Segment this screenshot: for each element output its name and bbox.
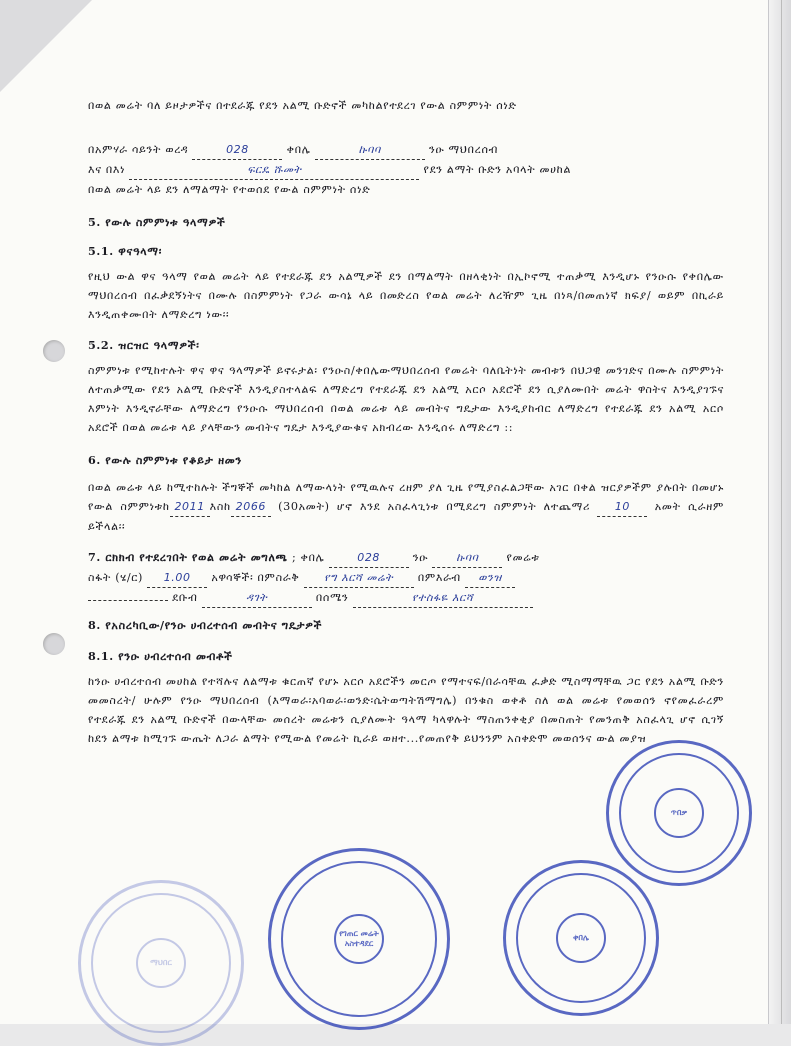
section-5-1-heading: 5.1. ዋናዓላማ፡ <box>88 244 162 258</box>
punch-hole-top <box>43 340 65 362</box>
section-8-1-text: ከንዑ ሀብረተሰብ መሀከል የተሻሉና ለልማቱ ቁርጠኛ የሆኑ አርሶ አደሮችን መርጦ የማተናፍ/በራሳቸዉ ፈቃድ ሚስማማቸዉ ጋር የደን አልሚ ቡድን መመስረት/ ሁሉም የንዑ ማህበረሰብ (እማወራ፡አባወራ፡ወንድ፡ሴትወጣትሽማግሌ) በንቁስ ወቀቶ ስለ ወል መሬቱ የመወሰን ኖየመፈራረም የተደራጁ ደን አልሚ ቡድኖች በውላቸው መሰረት መሬቱን ሲያለሙት ዓላማ ካላዋሉት ማስጠንቀቂያ በመስጠት የመንጠቅ አስፈላጊ ሆኖ ሲገኝ ከደን ልማቱ ከሚገኙ ውጤት ለጋራ ልማት የሚውል የመሬት ኪራይ ወዘተ...የመጠየቅ ይህንንም አስቀድሞ መወሰንና ውል መያዝ <box>88 675 724 745</box>
year-to-field: 2066 <box>231 497 271 517</box>
extra-years-field: 10 <box>597 497 647 517</box>
parties-line-1: በአምሃራ ሳይንት ወረዳ 028 ቀበሌ ኩባባ ንዑ ማህበረሰብ <box>88 140 724 160</box>
kebele-round-seal: ቀበሌ <box>503 860 659 1016</box>
section-7-heading: 7. ርክክብ የተደረገበት የወል መሬት መግለጫ <box>88 550 288 564</box>
section-6-text: በወል መሬቱ ላይ ከሚተከሉት ችግኞች መካከል ለማውላነት የሚዉሉና ረዘም ያለ ጊዜ የሚያስፈልጋቸው አገር በቀል ዝርያዎችም ያሉበት በመሆኑ የውል ስምምነቱከ 2011 እስከ 2066 (30አመት) ሆኖ እንደ አስፈላጊነቱ በሚደረግ ስምምነት ለተጨማሪ 10 አመት ሲራዘም ይችላል፡፡ <box>88 481 725 533</box>
parties-line-2: እና በእነ ፍርዴ ሹመት የደን ልማት ቡድን አባላት መሀከል <box>88 160 724 180</box>
document-body <box>88 96 724 748</box>
faint-round-seal: ማህበር <box>78 880 244 1046</box>
north-boundary-field: የተስፋዬ እርሻ <box>353 588 533 608</box>
land-sub-field: ኩባባ <box>432 548 502 568</box>
land-kebele-field: 028 <box>329 548 409 568</box>
section-8-1-heading: 8.1. የንዑ ሀብረተሰብ መብቶች <box>88 649 233 663</box>
section-7-line-1: 7. ርክክብ የተደረገበት የወል መሬት መግለጫ ; ቀበሌ 028 ንዑ ኩባባ የመሬቱ <box>88 548 724 568</box>
land-office-round-seal: የገጠር መሬት አስተዳደር <box>268 848 450 1030</box>
folded-corner <box>0 0 92 92</box>
section-8-heading: 8. የአስረካቢው/የንዑ ሀብረተሰብ መብትና ግዴታዎች <box>88 618 323 632</box>
woreda-code-field: 028 <box>192 140 282 160</box>
document-title: በወል መሬት ባለ ይዞታዎችና በተደራጁ የደን አልሚ ቡድኖች መካከልየተደረገ የውል ስምምነት ሰነድ <box>88 99 517 112</box>
section-5-heading: 5. የውሉ ስምምነቱ ዓላማዎች <box>88 215 226 229</box>
south-boundary-field: ዳገት <box>202 588 312 608</box>
punch-hole-bottom <box>43 633 65 655</box>
section-5-1-text: የዚህ ውል ዋና ዓላማ የወል መሬት ላይ የተደራጁ ደን አልሚዎች ደን በማልማት በዘላቂነት በኢኮኖሚ ተጠቃሚ እንዲሆኑ የንዑሱ የቀበሌው ማህበረሰብ በፈቃደኝነትና በሙሉ በስምምነት የጋራ ውሳኔ ላይ በመድረስ የወል መሬት ለረዥም ጊዜ በነጻ/በመጠነኛ ክፍያ/ ወይም በኪራይ እንዲጠቀሙበት ለማድረግ ነው፡፡ <box>88 270 724 321</box>
community-round-seal: ጥበቃ <box>606 740 752 886</box>
parties-line-3: በወል መሬት ላይ ደን ለማልማት የተወሰደ የውል ስምምነት ሰነድ <box>88 183 371 196</box>
east-boundary-field: የግ እርሻ መሬት <box>304 568 414 588</box>
kebele-field: ኩባባ <box>315 140 425 160</box>
section-7-line-2: ስፋት (ሄ/ር) 1.00 አዋሳኞች፡ በምስራቅ የግ እርሻ መሬት በምእራብ ወንዝ <box>88 568 724 588</box>
page-stack-edge <box>768 0 791 1024</box>
section-5-2-text: ስምምነቱ የሚከተሉት ዋና ዋና ዓላማዎች ይኖሩታል፡ የንዑስ/ቀበሌውማህበረሰብ የመሬት ባለቤትነት መብቱን በህጋዊ መንገድና በሙሉ ስምምነት ለተጠቃሚው የደን አልሚ ቡድኖች እንዲያስተላልፍ ለማድረግ የተደራጁ ደን አልሚ አርሶ አደሮች ደን ሲያለሙበት መሬት ዋስትና እንዲያገኙና እምነት እንዲኖራቸው ለማድረግ የንዑሱ ማህበረሰብ በወል መሬቱ ላይ መብትና ግዴታው እንዲያከብር ለማድረግ የተደራጁ ደን አልሚ አርሶ አደሮች በወል መሬቱ ላይ ያላቸውን መብትና ግዴታ እንዲያውቁና አክብረው እንዲሰሩ ለማድረግ :: <box>88 364 724 434</box>
section-5-2-heading: 5.2. ዝርዝር ዓላማዎች፡ <box>88 338 200 352</box>
member-name-field: ፍርዴ ሹመት <box>129 160 419 180</box>
west-boundary-field: ወንዝ <box>465 568 515 588</box>
section-7-line-3: ደቡብ ዳገት በሰሜን የተስፋዬ እርሻ <box>88 588 724 608</box>
year-from-field: 2011 <box>170 497 210 517</box>
section-6-heading: 6. የውሉ ስምምነቱ የቆይታ ዘመን <box>88 453 242 467</box>
area-field: 1.00 <box>147 568 207 588</box>
page-stack-line <box>781 0 782 1024</box>
